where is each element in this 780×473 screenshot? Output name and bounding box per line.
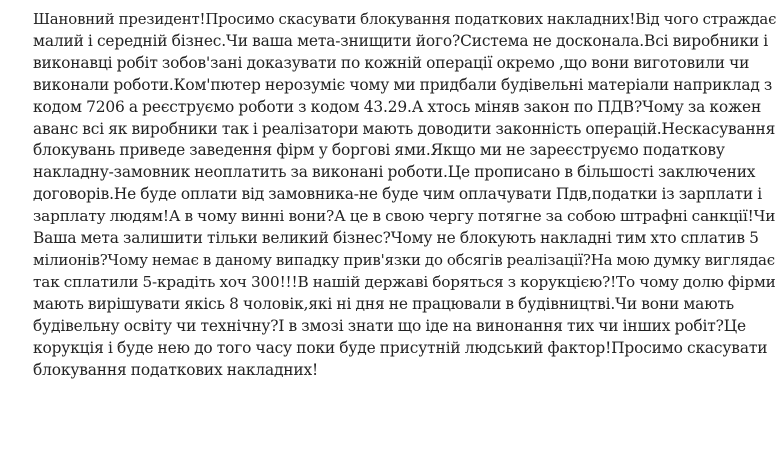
text-line: кодом 7206 а реєструємо роботи з кодом 43.29.А хтось міняв закон по ПДВ?Чому за кожен xyxy=(33,97,762,116)
text-line: виконавці робіт зобов'зані доказувати по кожній операції окремо ,що вони виготовили чи xyxy=(33,53,750,72)
text-line: виконали роботи.Ком'пютер нерозуміє чому ми придбали будівельні матеріали наприклад з xyxy=(33,75,773,94)
text-line: малий і середній бізнес.Чи ваша мета-знищити його?Система не досконала.Всі виробники і xyxy=(33,31,769,50)
text-line: аванс всі як виробники так і реалізатори мають доводити законність операцій.Нескасування xyxy=(33,119,776,138)
text-line: так сплатили 5-крадіть хоч 300!!!В нашій державі боряться з корукцією?!То чому долю фірми xyxy=(33,272,776,291)
text-line: мілионів?Чому немає в даному випадку прив'язки до обсягів реалізації?На мою думку виглядає xyxy=(33,250,775,269)
text-line: договорів.Не буде оплати від замовника-не буде чим оплачувати Пдв,податки із зарплати і xyxy=(33,185,762,204)
text-line: блокування податкових накладних! xyxy=(33,360,319,379)
text-line: корукція і буде нею до того часу поки буде присутній людський фактор!Просимо скасувати xyxy=(33,338,768,357)
text-line: накладну-замовник неоплатить за виконані роботи.Це прописано в більшості заключених xyxy=(33,163,756,182)
text-line: будівельну освіту чи технічну?І в змозі знати що іде на винонання тих чи інших робіт?Це xyxy=(33,316,746,335)
petition-text xyxy=(33,9,777,381)
text-line: Ваша мета залишити тільки великий бізнес?Чому не блокують накладні тим хто сплатив 5 xyxy=(33,229,759,248)
text-line: мають вирішувати якісь 8 чоловік,які ні дня не працювали в будівництві.Чи вони мають xyxy=(33,294,735,313)
text-line: Шановний президент!Просимо скасувати блокування податкових накладних!Від чого страждає xyxy=(33,10,777,28)
text-line: зарплату людям!А в чому винні вони?А це в свою чергу потягне за собою штрафні санкції!Чи xyxy=(33,207,776,226)
text-line: блокувань приведе заведення фірм у боргові ями.Якщо ми не зареєструємо податкову xyxy=(33,141,725,160)
